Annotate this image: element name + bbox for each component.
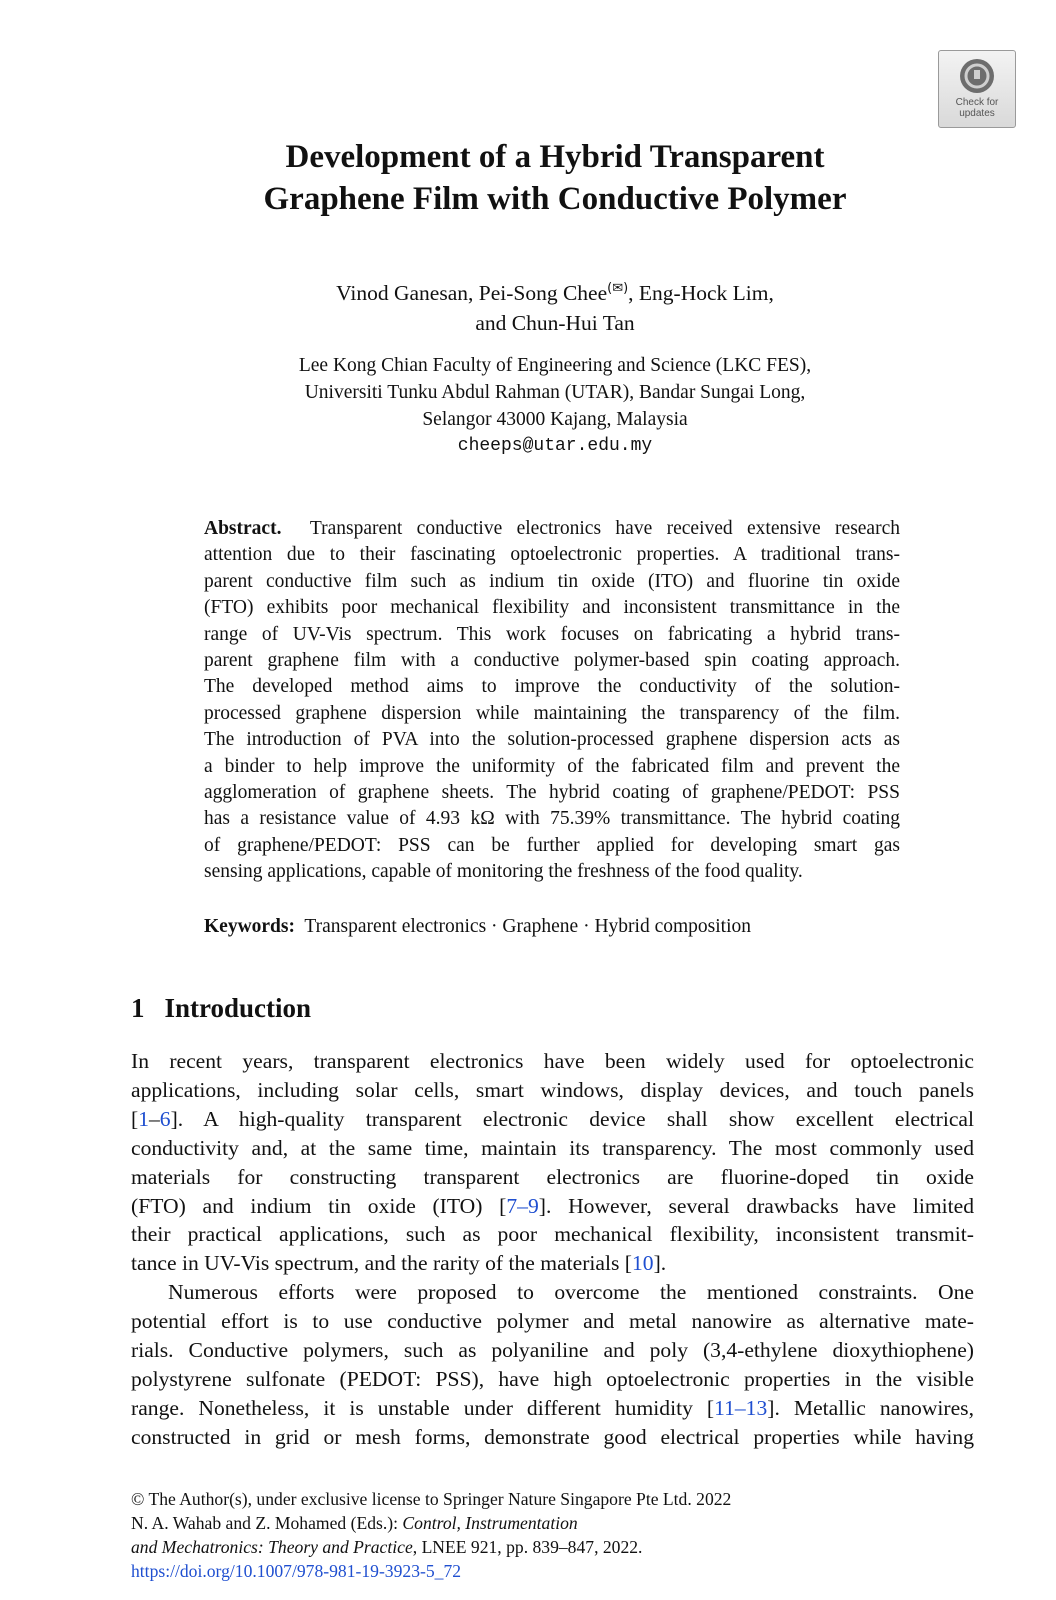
body-text: ]. However, several drawbacks have limited xyxy=(538,1193,975,1218)
page-footer xyxy=(131,1487,974,1583)
section-heading-introduction xyxy=(131,992,311,1024)
body-line xyxy=(131,1105,974,1134)
body-text: (FTO) and indium tin oxide (ITO) [ xyxy=(131,1193,507,1218)
book-title: and Mechatronics: Theory and Practice xyxy=(131,1537,413,1557)
abstract-line: The introduction of PVA into the solution-processed graphene dispersion acts as xyxy=(204,729,900,751)
body-line xyxy=(131,1249,974,1278)
copyright-notice: © The Author(s), under exclusive license to Springer Nature Singapore Pte Ltd. 2022 xyxy=(131,1489,732,1509)
citation-link[interactable]: 7–9 xyxy=(506,1193,539,1218)
citation-dash: – xyxy=(149,1106,160,1131)
abstract-line: a binder to help improve the uniformity of the fabricated film and prevent the xyxy=(204,755,900,777)
keywords-label: Keywords: xyxy=(204,916,295,937)
paper-title xyxy=(130,136,980,220)
body-line: potential effort is to use conductive polymer and metal nanowire as alternative mate- xyxy=(131,1308,974,1333)
citation-link[interactable]: 11–13 xyxy=(714,1395,768,1420)
body-line: rials. Conductive polymers, such as polyaniline and poly (3,4-ethylene dioxythiophene) xyxy=(131,1337,974,1362)
doi-link[interactable]: https://doi.org/10.1007/978-981-19-3923-5_72 xyxy=(131,1561,462,1581)
abstract-line: parent conductive film such as indium tin oxide (ITO) and fluorine tin oxide xyxy=(204,570,900,592)
abstract xyxy=(204,516,900,886)
corresponding-author-envelope-icon: (✉) xyxy=(607,281,629,296)
citation-link[interactable]: 6 xyxy=(159,1106,171,1131)
title-line-2: Graphene Film with Conductive Polymer xyxy=(263,181,847,217)
body-line: polystyrene sulfonate (PEDOT: PSS), have high optoelectronic properties in the visible xyxy=(131,1366,974,1391)
section-title: Introduction xyxy=(164,993,312,1023)
body-line: their practical applications, such as poor mechanical flexibility, inconsistent transmit- xyxy=(131,1222,974,1247)
authors-names-b: , Eng-Hock Lim, xyxy=(628,281,774,305)
badge-line-2: updates xyxy=(959,108,995,119)
book-title: Control, Instrumentation xyxy=(402,1513,578,1533)
check-for-updates-label xyxy=(956,97,999,119)
abstract-line: processed graphene dispersion while maintaining the transparency of the film. xyxy=(204,702,900,724)
abstract-line: sensing applications, capable of monitoring the freshness of the food quality. xyxy=(204,861,803,883)
body-text: ]. xyxy=(653,1251,667,1276)
author-list xyxy=(130,274,980,338)
authors-line-2: and Chun-Hui Tan xyxy=(475,311,635,335)
body-line xyxy=(131,1192,974,1221)
abstract-line: parent graphene film with a conductive polymer-based spin coating approach. xyxy=(204,650,900,672)
abstract-line: has a resistance value of 4.93 kΩ with 75.39% transmittance. The hybrid coating xyxy=(204,808,900,830)
citation-bracket: [ xyxy=(131,1106,139,1131)
series-info: , LNEE 921, pp. 839–847, 2022. xyxy=(412,1537,643,1557)
citation-link[interactable]: 1 xyxy=(138,1106,149,1131)
abstract-line xyxy=(204,516,900,542)
abstract-line: (FTO) exhibits poor mechanical flexibility and inconsistent transmittance in the xyxy=(204,597,900,619)
body-line: materials for constructing transparent electronics are fluorine-doped tin oxide xyxy=(131,1164,974,1189)
keyword-item: Transparent electronics xyxy=(304,916,487,937)
authors-line-1 xyxy=(130,274,980,308)
body-text: tance in UV-Vis spectrum, and the rarity of the materials [ xyxy=(131,1251,632,1276)
body-text: ]. A high-quality transparent electronic device shall show excellent electrical xyxy=(170,1106,974,1131)
affiliation xyxy=(130,352,980,460)
abstract-label: Abstract. xyxy=(204,518,282,539)
intro-paragraph-1 xyxy=(131,1047,974,1278)
abstract-line: agglomeration of graphene sheets. The hybrid coating of graphene/PEDOT: PSS xyxy=(204,782,900,804)
body-line: Numerous efforts were proposed to overcome the mentioned constraints. One xyxy=(168,1280,974,1304)
authors-names-a: Vinod Ganesan, Pei-Song Chee xyxy=(336,281,608,305)
editors: N. A. Wahab and Z. Mohamed (Eds.): xyxy=(131,1513,403,1533)
keyword-item: Graphene xyxy=(502,916,579,937)
body-line: constructed in grid or mesh forms, demonstrate good electrical properties while having xyxy=(131,1424,974,1449)
intro-paragraph-2 xyxy=(131,1278,974,1451)
keyword-separator: · xyxy=(583,916,590,937)
body-line xyxy=(131,1394,974,1423)
body-line: In recent years, transparent electronics have been widely used for optoelectronic xyxy=(131,1049,974,1073)
body-line: applications, including solar cells, smart windows, display devices, and touch panels xyxy=(131,1077,974,1102)
affiliation-line-2: Universiti Tunku Abdul Rahman (UTAR), Bandar Sungai Long, xyxy=(304,382,806,403)
keyword-item: Hybrid composition xyxy=(594,916,752,937)
check-for-updates-badge[interactable] xyxy=(938,50,1016,128)
abstract-line: range of UV-Vis spectrum. This work focuses on fabricating a hybrid trans- xyxy=(204,623,900,645)
body-text: ]. Metallic nanowires, xyxy=(767,1395,974,1420)
series-line xyxy=(131,1535,974,1559)
body-line: conductivity and, at the same time, maintain its transparency. The most commonly used xyxy=(131,1135,974,1160)
section-number: 1 xyxy=(131,993,145,1023)
keyword-separator: · xyxy=(491,916,498,937)
title-line-1: Development of a Hybrid Transparent xyxy=(285,139,825,175)
citation-link[interactable]: 10 xyxy=(632,1251,654,1276)
abstract-line: attention due to their fascinating optoelectronic properties. A traditional trans- xyxy=(204,544,900,566)
check-for-updates-icon xyxy=(960,59,994,93)
author-email[interactable]: cheeps@utar.edu.my xyxy=(457,436,653,456)
abstract-line: of graphene/PEDOT: PSS can be further applied for developing smart gas xyxy=(204,834,900,856)
badge-line-1: Check for xyxy=(955,97,999,108)
keywords xyxy=(204,914,904,940)
affiliation-line-1: Lee Kong Chian Faculty of Engineering and Science (LKC FES), xyxy=(298,355,812,376)
editors-line xyxy=(131,1511,974,1535)
abstract-line: The developed method aims to improve the conductivity of the solution- xyxy=(204,676,900,698)
abstract-text: Transparent conductive electronics have received extensive research xyxy=(309,518,900,539)
affiliation-line-3: Selangor 43000 Kajang, Malaysia xyxy=(422,409,688,430)
body-text: range. Nonetheless, it is unstable under different humidity [ xyxy=(131,1395,715,1420)
